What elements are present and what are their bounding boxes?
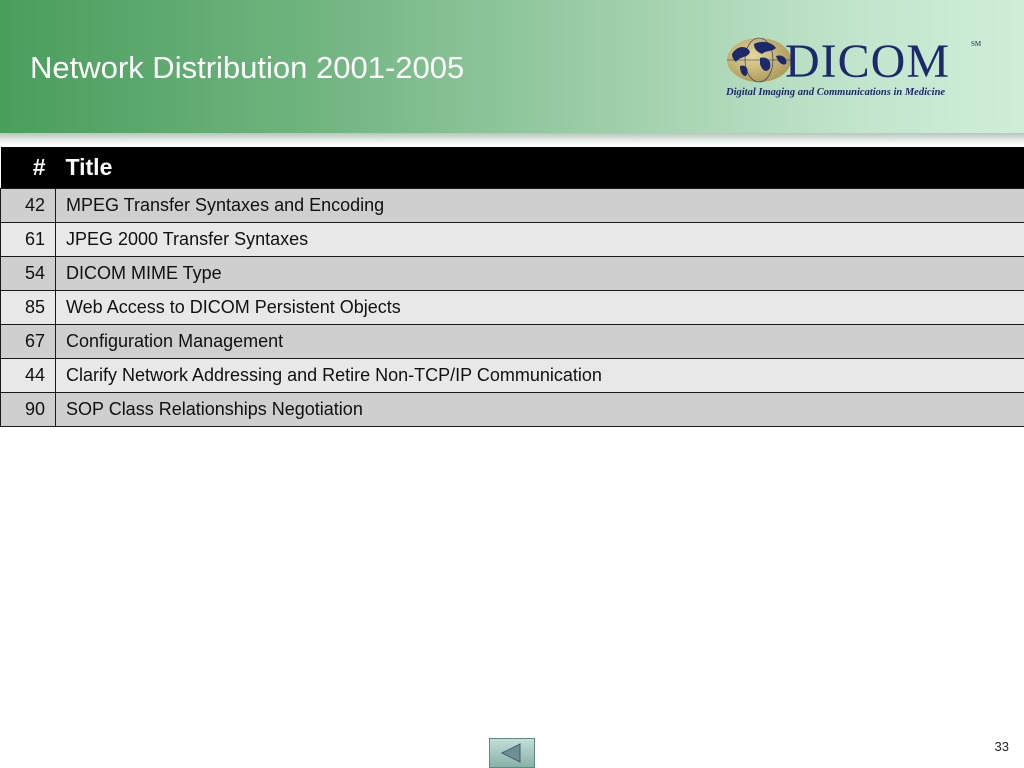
logo-service-mark: SM <box>971 40 982 48</box>
previous-slide-button[interactable] <box>489 738 535 768</box>
row-title: SOP Class Relationships Negotiation <box>56 393 1024 427</box>
page-number: 33 <box>994 739 1009 754</box>
logo-tagline: Digital Imaging and Communications in Medicine <box>726 87 946 98</box>
table-row <box>1 393 1024 427</box>
work-items-table <box>0 147 1024 427</box>
table-header-row <box>1 147 1024 189</box>
row-title: Web Access to DICOM Persistent Objects <box>56 291 1024 325</box>
row-title: Configuration Management <box>56 325 1024 359</box>
dicom-logo <box>722 28 992 108</box>
row-number: 90 <box>1 393 56 427</box>
row-title: Clarify Network Addressing and Retire Non-TCP/IP Communication <box>56 359 1024 393</box>
row-title: JPEG 2000 Transfer Syntaxes <box>56 223 1024 257</box>
slide-title: Network Distribution 2001-2005 <box>30 50 465 85</box>
table-row <box>1 325 1024 359</box>
table-row <box>1 257 1024 291</box>
row-number: 42 <box>1 189 56 223</box>
table-row <box>1 291 1024 325</box>
row-title: MPEG Transfer Syntaxes and Encoding <box>56 189 1024 223</box>
globe-icon <box>726 36 792 84</box>
row-number: 85 <box>1 291 56 325</box>
column-header-title: Title <box>56 147 1024 189</box>
table-row <box>1 223 1024 257</box>
back-arrow-icon <box>490 739 534 767</box>
row-number: 61 <box>1 223 56 257</box>
row-title: DICOM MIME Type <box>56 257 1024 291</box>
logo-wordmark: DICOM <box>785 35 951 88</box>
row-number: 54 <box>1 257 56 291</box>
table-row <box>1 189 1024 223</box>
column-header-number: # <box>1 147 56 189</box>
table-row <box>1 359 1024 393</box>
row-number: 67 <box>1 325 56 359</box>
row-number: 44 <box>1 359 56 393</box>
header-shadow <box>0 133 1024 145</box>
